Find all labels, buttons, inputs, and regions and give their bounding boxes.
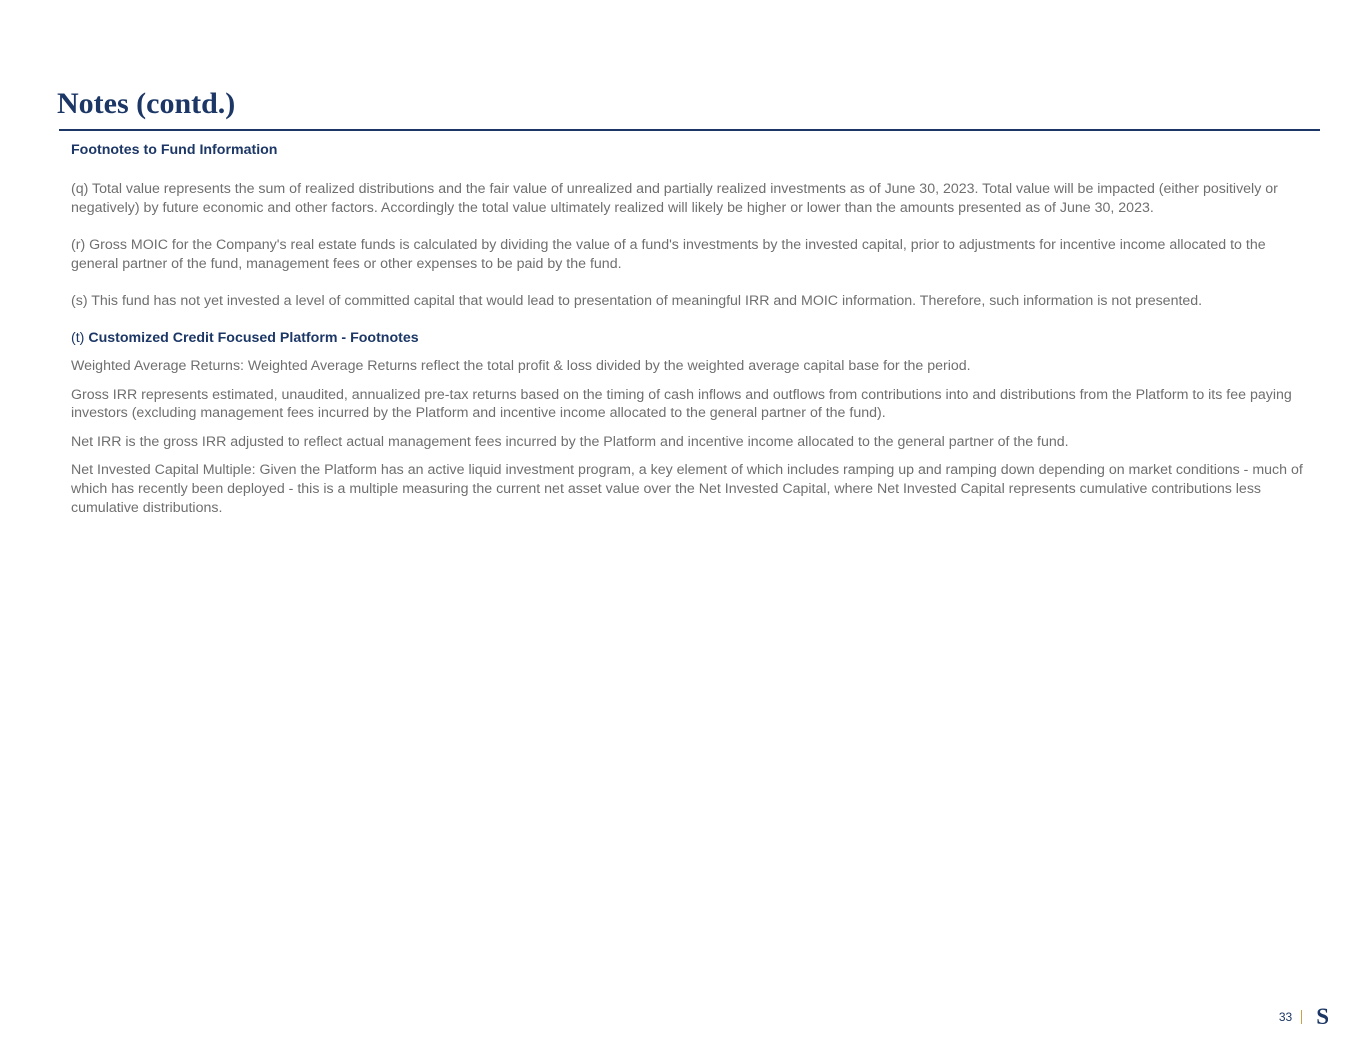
- footnote-t-heading-line: [71, 328, 1316, 349]
- footnote-q: (q) Total value represents the sum of realized distributions and the fair value of unrealized and partially realized investments as of June 30, 2023. Total value will be impacted (either positively or negatively) by future economic and other factors. Accordingly the total value ultimately realized will likely be higher or lower than the amounts presented as of June 30, 2023.: [71, 181, 1278, 216]
- page-number: 33: [1278, 1010, 1293, 1024]
- footer-divider: [1301, 1010, 1302, 1024]
- footnotes-heading: Footnotes to Fund Information: [71, 142, 278, 158]
- footnote-gross-irr: Gross IRR represents estimated, unaudited, annualized pre-tax returns based on the timing of cash inflows and outflows from contributions into and distributions from the Platform to its fee paying investors (excluding management fees incurred by the Platform and incentive income allocated to the general partner of the fund).: [71, 386, 1292, 422]
- company-logo-icon: S: [1316, 1004, 1329, 1029]
- footnote-weighted-average-returns: Weighted Average Returns: Weighted Average Returns reflect the total profit & loss divided by the weighted average capital base for the period.: [71, 357, 971, 374]
- title-divider: [59, 129, 1320, 131]
- footnote-t-heading: Customized Credit Focused Platform - Footnotes: [88, 329, 419, 346]
- footnote-net-irr: Net IRR is the gross IRR adjusted to reflect actual management fees incurred by the Platform and incentive income allocated to the general partner of the fund.: [71, 433, 1069, 450]
- footnote-r: (r) Gross MOIC for the Company's real estate funds is calculated by dividing the value of a fund's investments by the invested capital, prior to adjustments for incentive income allocated to the general partner of the fund, management fees or other expenses to be paid by the fund.: [71, 237, 1266, 272]
- page-footer: [1279, 1005, 1329, 1029]
- footnote-s: (s) This fund has not yet invested a level of committed capital that would lead to presentation of meaningful IRR and MOIC information. Therefore, such information is not presented.: [71, 293, 1203, 310]
- footnote-net-invested-capital-multiple: Net Invested Capital Multiple: Given the Platform has an active liquid investment program, a key element of which includes ramping up and ramping down depending on market conditions - much of which has recently been deployed - this is a multiple measuring the current net asset value over the Net Invested Capital, where Net Invested Capital represents cumulative contributions less cumulative distributions.: [71, 462, 1303, 516]
- footnote-t-letter: (t): [71, 329, 85, 346]
- footnotes-section: [71, 140, 1316, 517]
- page-title: Notes (contd.): [57, 87, 236, 120]
